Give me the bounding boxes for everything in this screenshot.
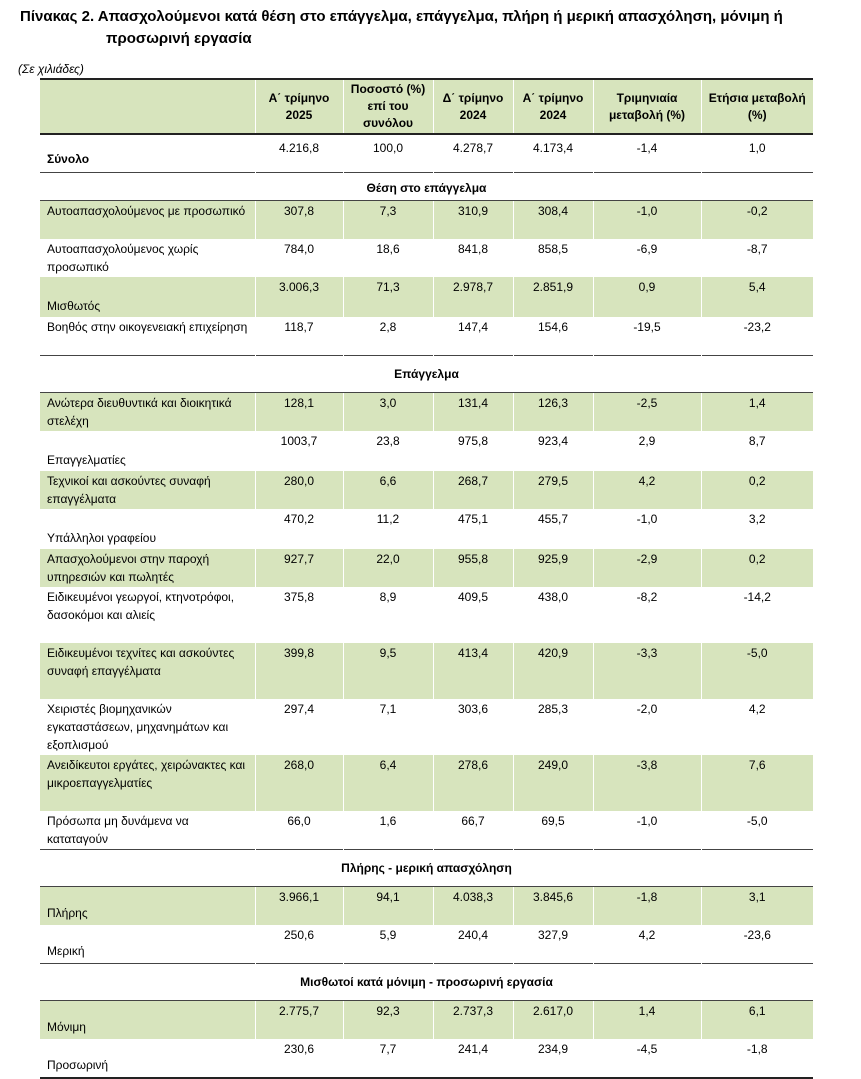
row-label: Ανειδίκευτοι εργάτες, χειρώνακτες και μικροεπαγγελματίες	[40, 755, 255, 811]
cell: 3.966,1	[255, 887, 343, 926]
cell: 955,8	[433, 549, 513, 587]
row-label: Ειδικευμένοι γεωργοί, κτηνοτρόφοι, δασοκόμοι και αλιείς	[47, 590, 235, 622]
cell: 5,9	[343, 925, 433, 964]
column-header: Α΄ τρίμηνο 2024	[513, 79, 593, 134]
cell: -2,0	[593, 699, 701, 755]
column-header: Ετήσια μεταβολή (%)	[701, 79, 813, 134]
cell: 118,7	[255, 317, 343, 356]
cell: 297,4	[255, 699, 343, 755]
column-header: Ποσοστό (%) επί του συνόλου	[343, 79, 433, 134]
row-label: Επαγγελματίες	[47, 453, 126, 467]
column-header: Τριμηνιαία μεταβολή (%)	[593, 79, 701, 134]
cell: 413,4	[433, 643, 513, 699]
cell: 11,2	[343, 509, 433, 549]
cell: 66,0	[255, 811, 343, 850]
section-heading-row	[40, 356, 813, 393]
cell: -5,0	[701, 811, 813, 850]
cell: 438,0	[513, 587, 593, 643]
table-row	[40, 699, 813, 755]
cell: 307,8	[255, 201, 343, 240]
table-row	[40, 887, 813, 926]
column-header: Δ΄ τρίμηνο 2024	[433, 79, 513, 134]
cell: 0,2	[701, 471, 813, 509]
cell: 268,7	[433, 471, 513, 509]
cell: 7,1	[343, 699, 433, 755]
cell: 375,8	[255, 587, 343, 643]
row-label: Πρόσωπα μη δυνάμενα να καταταγούν	[47, 814, 189, 846]
cell: 2.978,7	[433, 277, 513, 317]
cell: 154,6	[513, 317, 593, 356]
row-label: Υπάλληλοι γραφείου	[47, 531, 157, 545]
cell: 308,4	[513, 201, 593, 240]
table-row	[40, 755, 813, 811]
units-note: (Σε χιλιάδες)	[18, 62, 84, 76]
table-title-line2: προσωρινή εργασία	[106, 30, 252, 47]
cell: 3,2	[701, 509, 813, 549]
row-label: Ανώτερα διευθυντικά και διοικητικά στελέχη	[40, 393, 255, 432]
cell: 279,5	[513, 471, 593, 509]
cell: 8,7	[701, 431, 813, 471]
cell: 4.038,3	[433, 887, 513, 926]
cell: 2,9	[593, 431, 701, 471]
cell: 230,6	[255, 1039, 343, 1078]
row-label: Μόνιμη	[40, 1001, 255, 1040]
table-row	[40, 587, 813, 643]
cell: 2.775,7	[255, 1001, 343, 1040]
cell: 1,0	[701, 134, 813, 173]
cell: 1003,7	[255, 431, 343, 471]
table-title-line1: Πίνακας 2. Απασχολούμενοι κατά θέση στο επάγγελμα, επάγγελμα, πλήρη ή μερική απασχόληση, μόνιμη ή	[20, 8, 783, 25]
employment-table	[40, 78, 813, 1079]
cell: -3,3	[593, 643, 701, 699]
cell: 1,6	[343, 811, 433, 850]
cell: -23,6	[701, 925, 813, 964]
table-row	[40, 431, 813, 471]
cell: 5,4	[701, 277, 813, 317]
cell: 234,9	[513, 1039, 593, 1078]
cell: 18,6	[343, 239, 433, 277]
table-title	[20, 6, 850, 50]
section-heading-row	[40, 173, 813, 201]
table-row	[40, 277, 813, 317]
cell: 399,8	[255, 643, 343, 699]
cell: 420,9	[513, 643, 593, 699]
cell: 94,1	[343, 887, 433, 926]
table-row	[40, 317, 813, 356]
table-row	[40, 239, 813, 277]
section-heading-row	[40, 964, 813, 1001]
cell: 409,5	[433, 587, 513, 643]
cell: 0,2	[701, 549, 813, 587]
section-heading: Θέση στο επάγγελμα	[40, 173, 813, 201]
cell: -5,0	[701, 643, 813, 699]
section-heading-row	[40, 850, 813, 887]
cell: 250,6	[255, 925, 343, 964]
cell: 7,6	[701, 755, 813, 811]
cell: 71,3	[343, 277, 433, 317]
cell: 241,4	[433, 1039, 513, 1078]
cell: 278,6	[433, 755, 513, 811]
table-row	[40, 201, 813, 240]
table-row	[40, 1039, 813, 1078]
row-label: Αυτοαπασχολούμενος με προσωπικό	[40, 201, 255, 240]
row-label: Χειριστές βιομηχανικών εγκαταστάσεων, μηχανημάτων και εξοπλισμού	[47, 702, 229, 752]
row-label: Μισθωτός	[40, 277, 255, 317]
cell: 6,4	[343, 755, 433, 811]
cell: 4.216,8	[255, 134, 343, 173]
cell: 7,3	[343, 201, 433, 240]
cell: 7,7	[343, 1039, 433, 1078]
column-header: Α΄ τρίμηνο 2025	[255, 79, 343, 134]
cell: 131,4	[433, 393, 513, 432]
cell: 126,3	[513, 393, 593, 432]
row-label: Σύνολο	[47, 152, 90, 166]
cell: -3,8	[593, 755, 701, 811]
row-label: Πλήρης	[40, 887, 255, 926]
cell: 128,1	[255, 393, 343, 432]
table-row	[40, 643, 813, 699]
section-heading: Μισθωτοί κατά μόνιμη - προσωρινή εργασία	[40, 964, 813, 1001]
row-label: Προσωρινή	[40, 1039, 255, 1078]
cell: 285,3	[513, 699, 593, 755]
cell: 2,8	[343, 317, 433, 356]
cell: 3.845,6	[513, 887, 593, 926]
cell: 923,4	[513, 431, 593, 471]
row-label: Απασχολούμενοι στην παροχή υπηρεσιών και πωλητές	[40, 549, 255, 587]
cell: 0,9	[593, 277, 701, 317]
cell: -1,0	[593, 201, 701, 240]
row-label: Βοηθός στην οικογενειακή επιχείρηση	[47, 320, 248, 334]
cell: 858,5	[513, 239, 593, 277]
cell: 303,6	[433, 699, 513, 755]
cell: 327,9	[513, 925, 593, 964]
cell: 4,2	[701, 699, 813, 755]
cell: -1,0	[593, 811, 701, 850]
cell: 455,7	[513, 509, 593, 549]
cell: -2,5	[593, 393, 701, 432]
cell: -2,9	[593, 549, 701, 587]
row-label: Μερική	[47, 944, 85, 958]
cell: 6,6	[343, 471, 433, 509]
cell: -1,8	[593, 887, 701, 926]
cell: -14,2	[701, 587, 813, 643]
cell: 69,5	[513, 811, 593, 850]
cell: 1,4	[593, 1001, 701, 1040]
cell: 8,9	[343, 587, 433, 643]
table-row	[40, 925, 813, 964]
cell: 4.173,4	[513, 134, 593, 173]
cell: 927,7	[255, 549, 343, 587]
table-row	[40, 393, 813, 432]
cell: 475,1	[433, 509, 513, 549]
table-row	[40, 471, 813, 509]
row-label: Τεχνικοί και ασκούντες συναφή επαγγέλματα	[40, 471, 255, 509]
cell: 2.851,9	[513, 277, 593, 317]
cell: -8,2	[593, 587, 701, 643]
cell: -19,5	[593, 317, 701, 356]
cell: 268,0	[255, 755, 343, 811]
cell: 470,2	[255, 509, 343, 549]
cell: 925,9	[513, 549, 593, 587]
cell: 100,0	[343, 134, 433, 173]
column-header	[40, 79, 255, 134]
cell: 3,0	[343, 393, 433, 432]
table-row	[40, 509, 813, 549]
cell: 784,0	[255, 239, 343, 277]
table-row	[40, 549, 813, 587]
cell: -8,7	[701, 239, 813, 277]
cell: 3,1	[701, 887, 813, 926]
cell: 2.737,3	[433, 1001, 513, 1040]
cell: -0,2	[701, 201, 813, 240]
cell: -6,9	[593, 239, 701, 277]
cell: 280,0	[255, 471, 343, 509]
cell: 6,1	[701, 1001, 813, 1040]
section-heading: Πλήρης - μερική απασχόληση	[40, 850, 813, 887]
cell: -23,2	[701, 317, 813, 356]
cell: 147,4	[433, 317, 513, 356]
cell: 4.278,7	[433, 134, 513, 173]
cell: -1,8	[701, 1039, 813, 1078]
cell: 9,5	[343, 643, 433, 699]
cell: 3.006,3	[255, 277, 343, 317]
header-row	[40, 79, 813, 134]
cell: 2.617,0	[513, 1001, 593, 1040]
table-row	[40, 811, 813, 850]
cell: 92,3	[343, 1001, 433, 1040]
row-label: Ειδικευμένοι τεχνίτες και ασκούντες συναφή επαγγέλματα	[40, 643, 255, 699]
table-row	[40, 1001, 813, 1040]
cell: 249,0	[513, 755, 593, 811]
section-heading: Επάγγελμα	[40, 356, 813, 393]
cell: 23,8	[343, 431, 433, 471]
cell: -1,4	[593, 134, 701, 173]
row-label: Αυτοαπασχολούμενος χωρίς προσωπικό	[47, 242, 199, 274]
cell: 66,7	[433, 811, 513, 850]
total-row	[40, 134, 813, 173]
cell: 975,8	[433, 431, 513, 471]
cell: -1,0	[593, 509, 701, 549]
cell: -4,5	[593, 1039, 701, 1078]
cell: 22,0	[343, 549, 433, 587]
cell: 4,2	[593, 471, 701, 509]
cell: 841,8	[433, 239, 513, 277]
cell: 240,4	[433, 925, 513, 964]
cell: 1,4	[701, 393, 813, 432]
cell: 310,9	[433, 201, 513, 240]
cell: 4,2	[593, 925, 701, 964]
